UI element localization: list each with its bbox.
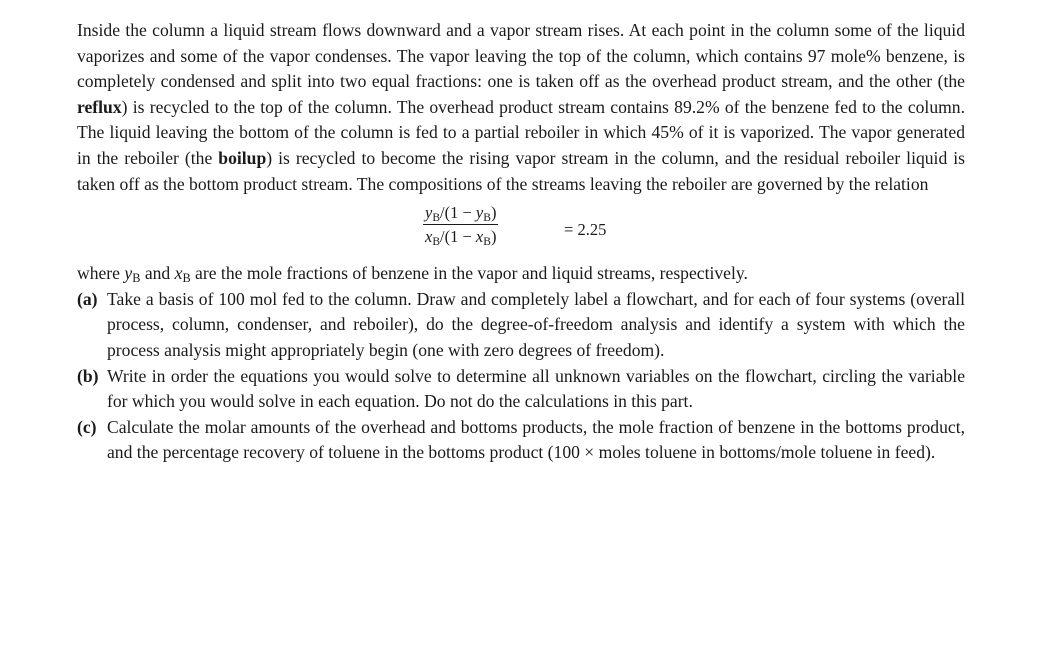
question-parts <box>77 287 965 466</box>
part-b <box>77 364 965 415</box>
intro-paragraph <box>77 18 965 197</box>
part-text: Calculate the molar amounts of the overhead and bottoms products, the mole fraction of benzene in the bottoms product, and the percentage recovery of toluene in the bottoms product (100 × moles toluene in bottoms/mole toluene in feed). <box>107 416 965 463</box>
part-text: Write in order the equations you would solve to determine all unknown variables on the flowchart, circling the variable for which you would solve in each equation. Do not do the calculations in this part. <box>107 365 965 412</box>
equation-numerator: $y_B/(1 - y_B)$ <box>425 203 497 225</box>
reflux-term: reflux <box>77 96 122 117</box>
intro-text-1: Inside the column a liquid stream flows downward and a vapor stream rises. At each point in the column some of the liquid vaporizes and some of the vapor condenses. The vapor leaving the top of the column, which contains 97 mole% benzene, is completely condensed and split into two equal fractions: one is taken off as the overhead product stream, and the other (the <box>77 20 965 92</box>
intro-text-3: ) is recycled to become the rising vapor stream in the column, and the residual reboiler liquid is taken off as the bottom product stream. The compositions of the streams leaving the reboiler are governed by the relation <box>77 147 965 194</box>
part-label: (a) <box>77 288 98 309</box>
problem-text <box>77 18 965 466</box>
equation-rhs: = 2.25 <box>564 220 607 240</box>
part-label: (c) <box>77 416 97 437</box>
equation-value: 2.25 <box>577 220 607 240</box>
equilibrium-equation <box>77 199 965 259</box>
part-c <box>77 415 965 466</box>
boilup-term: boilup <box>218 147 267 168</box>
intro-text-2: ) is recycled to the top of the column. The overhead product stream contains 89.2% of the benzene fed to the column. The liquid leaving the bottom of the column is fed to a partial reboiler in which 45% of it is vaporized. The vapor generated in the reboiler (the <box>77 96 965 168</box>
equation-fraction <box>423 203 498 247</box>
where-clause: where $y_B$ and $x_B$ are the mole fractions of benzene in the vapor and liquid streams, respectively. <box>77 263 748 286</box>
part-label: (b) <box>77 365 99 386</box>
part-a <box>77 287 965 364</box>
equation-denominator: $x_B/(1 - x_B)$ <box>425 227 497 249</box>
part-text: Take a basis of 100 mol fed to the column. Draw and completely label a flowchart, and for each of four systems (overall process, column, condenser, and reboiler), do the degree-of-freedom analysis and identify a system with which the process analysis might appropriately begin (one with zero degrees of freedom). <box>107 288 965 360</box>
